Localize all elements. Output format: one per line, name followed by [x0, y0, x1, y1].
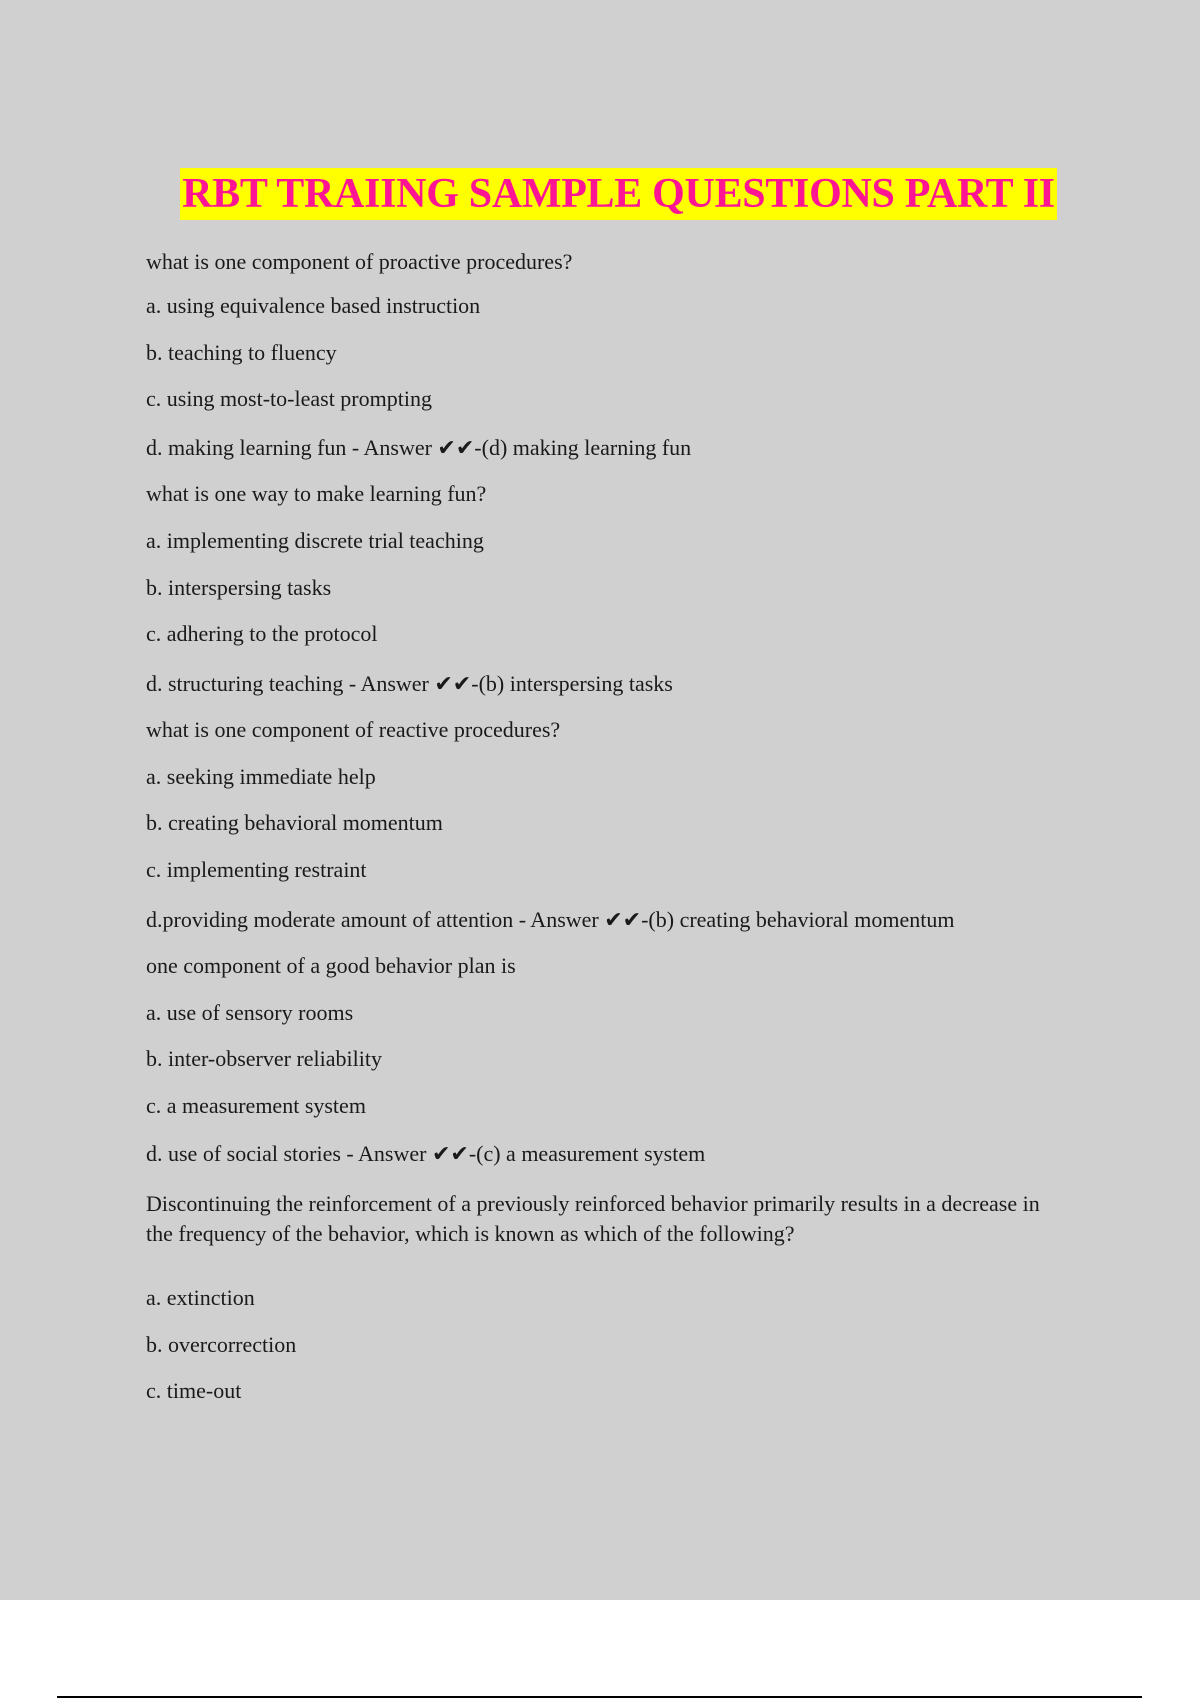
answer-option: a. use of sensory rooms: [146, 1000, 354, 1025]
answer-option: b. interspersing tasks: [146, 575, 332, 600]
answer-option: a. using equivalence based instruction: [146, 293, 481, 318]
question-text: what is one component of proactive procedures?: [146, 249, 573, 274]
bottom-divider: [57, 1696, 1142, 1698]
answer-option-with-key: d. structuring teaching - Answer ✔✔-(b) interspersing tasks: [146, 671, 673, 696]
title-container: [0, 168, 1200, 220]
answer-option: b. teaching to fluency: [146, 340, 337, 365]
question-text: what is one way to make learning fun?: [146, 481, 487, 506]
answer-option: b. creating behavioral momentum: [146, 810, 443, 835]
answer-option-with-key: d. use of social stories - Answer ✔✔-(c) a measurement system: [146, 1141, 706, 1166]
answer-option: c. implementing restraint: [146, 857, 367, 882]
answer-option-with-key: d.providing moderate amount of attention - Answer ✔✔-(b) creating behavioral momentum: [146, 907, 955, 932]
answer-option: b. overcorrection: [146, 1332, 297, 1357]
answer-option: c. using most-to-least prompting: [146, 386, 432, 411]
question-text: Discontinuing the reinforcement of a previously reinforced behavior primarily results in a decrease in the frequency of the behavior, which is known as which of the following?: [146, 1191, 1040, 1246]
answer-option: a. implementing discrete trial teaching: [146, 528, 484, 553]
answer-option-with-key: d. making learning fun - Answer ✔✔-(d) making learning fun: [146, 435, 692, 460]
document-title: RBT TRAIING SAMPLE QUESTIONS PART II: [180, 168, 1057, 220]
question-text: one component of a good behavior plan is: [146, 953, 516, 978]
answer-option: a. seeking immediate help: [146, 764, 376, 789]
answer-option: a. extinction: [146, 1285, 255, 1310]
answer-option: b. inter-observer reliability: [146, 1046, 382, 1071]
answer-option: c. a measurement system: [146, 1093, 366, 1118]
question-text: what is one component of reactive procedures?: [146, 717, 561, 742]
answer-option: c. time-out: [146, 1378, 242, 1403]
answer-option: c. adhering to the protocol: [146, 621, 378, 646]
